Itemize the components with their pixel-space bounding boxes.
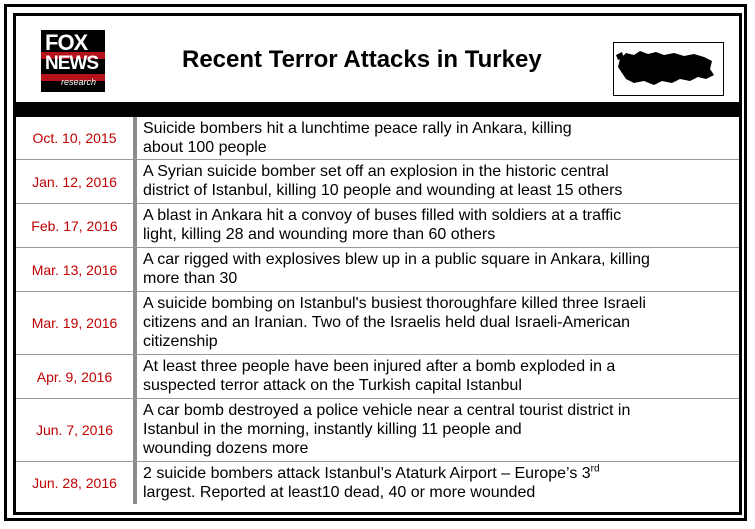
attack-description: A car rigged with explosives blew up in a public square in Ankara, killing more than 30	[143, 251, 650, 287]
attack-description-part: 2 suicide bombers attack Istanbul’s Ataturk Airport – Europe’s 3	[143, 465, 591, 482]
attack-date: Mar. 19, 2016	[16, 292, 137, 354]
table-row	[16, 204, 739, 248]
logo-news-text: NEWS	[45, 53, 98, 74]
table-row	[16, 399, 739, 462]
attack-description: A car bomb destroyed a police vehicle near a central tourist district in Istanbul in the morning, instantly killing 11 people and wounding dozens more	[143, 402, 631, 457]
attack-description: At least three people have been injured after a bomb exploded in a suspected terror attack on the Turkish capital Istanbul	[143, 358, 616, 394]
table-row	[16, 248, 739, 292]
header	[16, 16, 739, 102]
attacks-table	[16, 117, 739, 504]
attack-date: Mar. 13, 2016	[16, 248, 137, 291]
table-row	[16, 117, 739, 160]
fox-news-research-logo	[41, 30, 105, 92]
attack-description: A Syrian suicide bomber set off an explosion in the historic central district of Istanbul, killing 10 people and wounding at least 15 others	[143, 163, 623, 199]
attack-date: Oct. 10, 2015	[16, 117, 137, 159]
turkey-map-icon	[613, 42, 724, 96]
table-row	[16, 355, 739, 399]
attack-date: Apr. 9, 2016	[16, 355, 137, 398]
attack-description: A blast in Ankara hit a convoy of buses filled with soldiers at a traffic light, killing 28 and wounding more than 60 others	[143, 207, 622, 243]
attack-date: Jun. 7, 2016	[16, 399, 137, 461]
logo-research-text: research	[61, 77, 97, 87]
table-row	[16, 160, 739, 204]
logo-fox-text: FOX	[45, 30, 88, 55]
attack-date: Jan. 12, 2016	[16, 160, 137, 203]
attack-date: Jun. 28, 2016	[16, 462, 137, 504]
attack-description-part: largest. Reported at least10 dead, 40 or more wounded	[143, 484, 536, 501]
attack-description: Suicide bombers hit a lunchtime peace rally in Ankara, killing about 100 people	[143, 120, 572, 156]
attack-description: A suicide bombing on Istanbul's busiest thoroughfare killed three Israeli citizens and an Iranian. Two of the Israelis held dual Israeli-American citizenship	[143, 295, 646, 350]
page-title: Recent Terror Attacks in Turkey	[182, 46, 542, 73]
attack-description	[137, 462, 739, 504]
header-divider-bar	[16, 102, 739, 117]
table-row	[16, 462, 739, 504]
attack-date: Feb. 17, 2016	[16, 204, 137, 247]
ordinal-suffix: rd	[590, 463, 600, 475]
table-row	[16, 292, 739, 355]
